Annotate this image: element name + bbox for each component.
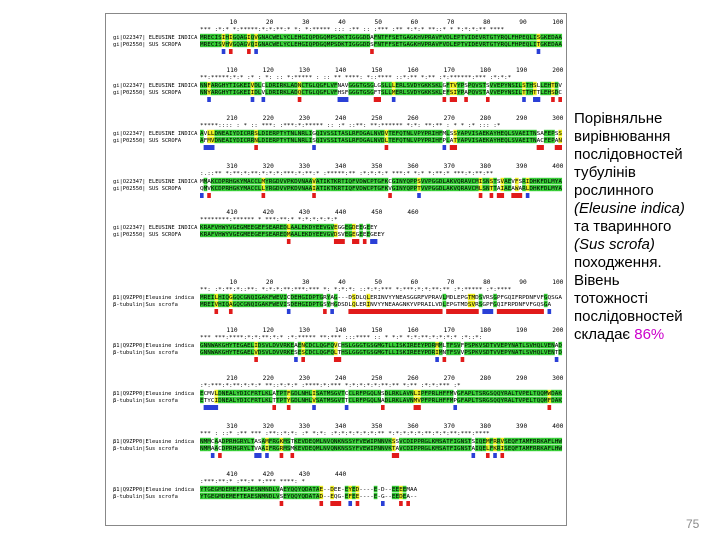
alpha-seq2-label: gi|P02550| SUS SCROFA [113,42,182,48]
caption-line: вирівнювання [574,128,671,145]
beta-seq2-row: ETYCIDNEALYDICFRTLKLTTPTYGDLNHLVSATMSGVTTCLRFPGQLNADLRKLAVNMVPFPRLHFFMPGFAPLTSRGSQQYRALTVPELTQQMFDAK [200,398,563,404]
alpha-ruler-number: 460 [407,209,419,216]
alpha-seq1-label: gi|O22347| ELEUSINE INDICA [113,225,198,231]
beta-difference-marker [497,309,544,314]
beta-difference-marker [493,453,497,458]
alpha-ruler-number: 120 [262,67,274,74]
beta-difference-marker [399,501,403,506]
beta-difference-marker [287,309,291,314]
beta-ruler-number: 250 [371,375,383,382]
page-number: 75 [686,517,700,531]
alpha-difference-marker [287,239,291,244]
alpha-ruler-number: 90 [519,19,527,26]
alpha-difference-marker [490,193,494,198]
beta-consensus-line: **: :*:**:*::**: *:*:*:**:***:*** *: *:*:*: ::*:*:*** *:***:*:*:**:** :*:***** :*:**** [200,287,512,293]
beta-difference-marker [218,453,222,458]
beta-seq2-row: NMMAACDPRHGRYLTVAAIFRGRMSMKEVDEQMLNVQNKNSSYFVEWIPNNVKTAVCDIPPRGLKMSATFIGNSTAIQELFKRISEQFTAMFRRKAFLHW [200,446,563,452]
alpha-difference-marker [312,193,316,198]
beta-ruler-number: 40 [338,279,346,286]
alpha-difference-marker [334,239,345,244]
alpha-ruler-number: 350 [371,163,383,170]
beta-ruler-number: 90 [519,279,527,286]
alpha-difference-marker [511,193,522,198]
beta-ruler-number: 320 [262,423,274,430]
beta-ruler-number: 360 [407,423,419,430]
beta-ruler-number: 380 [479,423,492,430]
alpha-difference-marker [312,145,316,150]
alpha-difference-marker [229,49,233,54]
beta-difference-marker [348,309,442,314]
beta-difference-marker [381,405,385,410]
beta-ruler-number: 200 [552,327,564,334]
beta-difference-marker [291,453,295,458]
beta-difference-marker [414,405,421,410]
beta-ruler-number: 370 [443,423,455,430]
beta-difference-marker [211,453,215,458]
beta-seq1-row: ECMVLDNEALYDICFRTLKLATPTFGDLNHLISATMSGVTCCLRFPGQLNSDLRKLAVNLIPFPRLHFFMVGFAPLTSRGSQQYRALTVPELTQQMWDAK [200,391,563,397]
alpha-difference-marker [374,97,381,102]
beta-difference-marker [272,405,276,410]
beta-seq2-row: YTGEGMDEMEFTEAESNMNDLVSEYQQYQDATAD--EQG-EFEE----E-G--EEDEA-- [200,494,418,500]
alpha-difference-marker [254,49,258,54]
alpha-difference-marker [247,49,251,54]
alpha-difference-marker [352,239,359,244]
beta-difference-marker [323,309,327,314]
caption-line: та тваринного [574,218,672,235]
beta-ruler-number: 100 [552,279,564,286]
beta-consensus-line: :***:**:* :**:* *:*** ****: * [200,479,305,485]
alpha-ruler-number: 420 [262,209,274,216]
alpha-difference-marker [443,145,447,150]
beta-difference-marker [265,453,269,458]
beta-ruler-number: 170 [443,327,455,334]
beta-ruler-number: 430 [298,471,311,478]
alpha-ruler-number: 410 [226,209,238,216]
caption-line-species-plant: (Eleusine indica) [574,200,685,217]
alpha-seq1-label: gi|O22347| ELEUSINE INDICA [113,83,198,89]
beta-difference-marker [254,453,261,458]
beta-ruler-number: 10 [229,279,238,286]
alpha-ruler-number: 180 [479,67,492,74]
beta-ruler-number: 120 [262,327,274,334]
alpha-seq2-label: gi|P02550| SUS SCROFA [113,90,182,96]
alpha-seq2-row: MRECISVHVGQAGVQIGNACWELYCLEHGIQPDGQMPSDKTIGGGDDSFNTFFSETGAGKHVPRAVFVDLEPTVIDEVRTGTYRQLFHPEQLITGKEDAA [200,42,563,48]
caption-line: послідовностей [574,308,683,325]
alpha-difference-marker [338,97,349,102]
beta-ruler-number: 260 [407,375,419,382]
alpha-ruler-number: 190 [516,67,528,74]
beta-ruler-number: 400 [552,423,564,430]
beta-seq2-label: β-tubulin|Sus scrofa [113,446,178,452]
alpha-ruler-number: 240 [335,115,347,122]
beta-seq2-label: β-tubulin|Sus scrofa [113,398,178,404]
alpha-ruler-number: 140 [335,67,347,74]
beta-seq1-label: β1|Q9ZPP0|Eleusine indica [113,343,195,349]
alpha-difference-marker [222,49,226,54]
beta-seq1-label: β1|Q9ZPP0|Eleusine indica [113,295,195,301]
alpha-difference-marker [450,97,457,102]
alpha-seq1-row: KRAFVHWYVGEGMEEGEFSEAREDLAALEKDYEEVGVEGGEGDEEGEEY [200,225,379,231]
identity-percent: 86% [634,326,665,343]
alpha-difference-marker [207,193,211,198]
alpha-ruler-number: 70 [446,19,455,26]
alpha-ruler-number: 150 [371,67,383,74]
alpha-ruler-number: 250 [371,115,383,122]
alpha-consensus-line: *** :*:* *:*****:*:*:**:* *: *:***** ::: :** :: :*** :** *:*:* **::* * *:*:*:** **** [200,27,505,33]
beta-ruler-number: 210 [226,375,238,382]
beta-difference-marker [555,357,559,362]
caption-line-species-animal: (Sus scrofa) [574,236,655,253]
alpha-ruler-number: 300 [552,115,564,122]
alpha-seq2-row: KRAFVHWYVGEGMEEGEFSEAREDMAALEKDYEEVGVDSVEGEGEEEGEEY [200,232,386,238]
caption-text [574,110,718,344]
beta-ruler-number: 80 [483,279,491,286]
beta-ruler-number: 280 [479,375,492,382]
alpha-difference-marker [537,145,544,150]
alpha-consensus-line: ********:****** * ***:**:* *:*:*:*:*:* [200,217,338,223]
beta-seq2-label: β-tubulin|Sus scrofa [113,494,178,500]
alpha-ruler-number: 280 [479,115,492,122]
alpha-difference-marker [392,97,396,102]
beta-consensus-line: *** ***:****:*:*:**:*:* :*:***** **:*** :::**** :: * *:* *:*:**:*:*:*:* :*::*: [200,335,483,341]
alpha-ruler-number: 50 [374,19,382,26]
alpha-difference-marker [207,97,211,102]
alpha-ruler-number: 60 [410,19,419,26]
alpha-ruler-number: 210 [226,115,238,122]
alpha-difference-marker [533,97,540,102]
alpha-difference-marker [555,145,562,150]
beta-ruler-number: 130 [298,327,311,334]
alpha-ruler-number: 170 [443,67,455,74]
beta-difference-marker [500,453,504,458]
beta-seq2-row: GNNWAKGHYTEGAELVDSVLDVVRKESESCDCLQGFQLTHSLGGGTGSGMGTLLISKIREEYPDRIMNTFSVVPSPKVSDTVVEPYNATLSVHQLVENTD [200,350,563,356]
beta-seq1-label: β1|Q9ZPP0|Eleusine indica [113,391,195,397]
beta-difference-marker [348,501,352,506]
alignment-figure [105,13,567,526]
beta-ruler-number: 240 [335,375,347,382]
alpha-difference-marker [551,97,555,102]
alpha-ruler-number: 80 [483,19,491,26]
alpha-difference-marker [450,145,457,150]
alpha-ruler-number: 360 [407,163,419,170]
alpha-seq1-label: gi|O22347| ELEUSINE INDICA [113,179,198,185]
beta-difference-marker [392,453,399,458]
beta-ruler-number: 150 [371,327,383,334]
beta-seq2-label: β-tubulin|Sus scrofa [113,302,178,308]
alpha-difference-marker [526,193,530,198]
alpha-ruler-number: 260 [407,115,419,122]
beta-difference-marker [334,357,341,362]
sequence-alignment-graphic [106,14,566,525]
beta-seq1-row: GNNWAKGHYTEGAELIDSVLDVVRKEAENCDCLQGFQVCHSLGGGTGSGMGTLLISKIREEYPDRMMLTFSVFPSPKVSDTVVEPYNATLSVHQLVENAD [200,343,563,349]
alpha-seq2-row: QMVKCDPRHGKYMACCLLYRGDVVPKDVNAAIATIKTKRTIQFVDWCPTGFKVGINYQPPTVVPGGDLAKVQRAVCMLSNTTAIAEAWARLDHKFDLMYA [200,186,563,192]
beta-ruler-number: 300 [552,375,564,382]
alpha-ruler-number: 380 [479,163,492,170]
beta-ruler-number: 70 [446,279,455,286]
beta-ruler-number: 30 [302,279,310,286]
alpha-difference-marker [262,193,266,198]
alpha-difference-marker [479,193,483,198]
alpha-ruler-number: 270 [443,115,455,122]
beta-difference-marker [406,501,410,506]
beta-difference-marker [345,405,349,410]
alpha-ruler-number: 430 [298,209,311,216]
alpha-difference-marker [251,97,255,102]
alpha-ruler-number: 440 [335,209,347,216]
beta-difference-marker [453,405,457,410]
beta-ruler-number: 390 [516,423,528,430]
alpha-seq2-row: AFMVDNEAIYDICRRNLDIERPTYTNLNRLISQIVSSITASLRFDGALNVDLTEFQTNLVPYPRIHFPLATYAPVISAEKAYHEQLSVAEITNACFEPAN [200,138,562,144]
beta-difference-marker [330,501,341,506]
alpha-difference-marker [254,145,258,150]
beta-seq1-row: YTGEGMDEMEFTEAESNMNDLVAEYQQYQDATAE--DEE-EYED----E-D--EEEEMAA [200,487,418,493]
alpha-ruler-number: 10 [229,19,238,26]
alpha-ruler-number: 100 [552,19,564,26]
beta-ruler-number: 140 [335,327,347,334]
beta-difference-marker [446,309,479,314]
alpha-ruler-number: 130 [298,67,311,74]
alpha-seq2-label: gi|P02550| SUS SCROFA [113,186,182,192]
beta-ruler-number: 350 [371,423,383,430]
alpha-difference-marker [558,97,562,102]
alpha-ruler-number: 110 [226,67,238,74]
beta-ruler-number: 60 [410,279,419,286]
caption-line: тотожності [574,290,648,307]
beta-ruler-number: 410 [226,471,238,478]
alpha-consensus-line: :.::** *:**:*:**:*:*:*:***:*:**:* :*****:** :*:*:*:* ***:* *:* *:**:* ***:*:**:** [200,171,494,177]
caption-line: рослинного [574,182,654,199]
alpha-seq1-row: MRECISIHIGQAGIQVGNACWELYCLEHGIQPDGQMPSDKTIGGGDDAFNTFFSETGAGKHVPRAVFVDLEPTVIDEVRTGTYRQLFHPEQLISGKEDAA [200,35,563,41]
alpha-ruler-number: 160 [407,67,419,74]
alpha-ruler-number: 40 [338,19,346,26]
caption-line: Порівняльне [574,110,663,127]
beta-difference-marker [214,309,218,314]
beta-ruler-number: 220 [262,375,274,382]
beta-difference-marker [548,405,552,410]
alpha-difference-marker [537,49,541,54]
alpha-seq2-label: gi|P02550| SUS SCROFA [113,138,182,144]
alpha-ruler-number: 340 [335,163,347,170]
beta-difference-marker [435,357,439,362]
alpha-difference-marker [262,97,266,102]
alpha-seq1-row: NNFARGHYTIGKEIVDLCLDRIRKLADNCTGLQGFLVFNAVGGGTGSGLGSLLLERLSVDYGKKSKLGFTVYPSPQVSTSVVEPYNSILSTHSLLEHTDV [200,83,563,89]
beta-seq2-label: β-tubulin|Sus scrofa [113,350,178,356]
alpha-seq1-label: gi|O22347| ELEUSINE INDICA [113,131,198,137]
beta-difference-marker [312,405,316,410]
beta-difference-marker [280,453,284,458]
beta-ruler-number: 20 [265,279,274,286]
caption-line-last [574,326,718,344]
beta-ruler-number: 420 [262,471,274,478]
caption-line: тубулінів [574,164,636,181]
beta-seq2-row: MREIVHIQAGQCGNQIGAKFWEVISDEHGIDPTGSYHGDSDLQLERINVYYNEAAGNKYVPRAILVDLEPGTMDSVRSGPFGQIFRPDNFVFGQSGA [200,302,552,308]
alpha-ruler-number: 370 [443,163,455,170]
caption-line: походження. [574,254,662,271]
beta-ruler-number: 230 [298,375,311,382]
alpha-ruler-number: 200 [552,67,564,74]
alpha-difference-marker [204,145,215,150]
alpha-ruler-number: 450 [371,209,383,216]
alpha-ruler-number: 230 [298,115,311,122]
beta-ruler-number: 270 [443,375,455,382]
alpha-difference-marker [363,239,367,244]
beta-seq1-label: β1|Q9ZPP0|Eleusine indica [113,487,195,493]
beta-ruler-number: 190 [516,327,528,334]
beta-ruler-number: 290 [516,375,528,382]
beta-difference-marker [482,309,493,314]
alpha-ruler-number: 400 [552,163,564,170]
beta-consensus-line: *** : ::* :** *** :**::*:*: :* *:*: :*:*:*:*:*:*:** *:*:*:*:*:**:*:*:**:***:**** [200,431,490,437]
alpha-seq1-row: AVLLDNEAIYDICRRSLDIERPTYTNLNRLIGQIVSSITASLRFDGALNVDVTEFQTNLVPYPRIHFMLSSYAPVISAEKAYHEQLSVAEITNSAFEPSS [200,131,562,137]
beta-difference-marker [472,453,476,458]
beta-ruler-number: 180 [479,327,492,334]
beta-difference-marker [254,357,258,362]
beta-difference-marker [319,501,323,506]
alpha-consensus-line: **:*****:*:* :* : *: :: *:***** : :: ** ****: *::**** ::*:** *:** :*:******:*** :*:*:* [200,75,512,81]
alpha-difference-marker [370,239,377,244]
beta-ruler-number: 50 [374,279,382,286]
alpha-ruler-number: 290 [516,115,528,122]
caption-last-prefix: складає [574,326,635,343]
alpha-difference-marker [298,97,302,102]
alpha-ruler-number: 330 [298,163,311,170]
alpha-difference-marker [486,97,490,102]
alpha-difference-marker [388,193,392,198]
alpha-seq1-label: gi|O22347| ELEUSINE INDICA [113,35,198,41]
alpha-ruler-number: 320 [262,163,274,170]
beta-ruler-number: 110 [226,327,238,334]
beta-seq1-label: β1|Q9ZPP0|Eleusine indica [113,439,195,445]
alpha-ruler-number: 390 [516,163,528,170]
beta-ruler-number: 310 [226,423,238,430]
beta-ruler-number: 160 [407,327,419,334]
alpha-difference-marker [522,97,526,102]
beta-difference-marker [280,501,284,506]
beta-difference-marker [461,357,465,362]
alpha-ruler-number: 310 [226,163,238,170]
alpha-seq2-label: gi|P02550| SUS SCROFA [113,232,182,238]
beta-difference-marker [443,357,447,362]
beta-difference-marker [330,309,334,314]
beta-difference-marker [287,405,291,410]
caption-line: Вівень [574,272,620,289]
beta-ruler-number: 330 [298,423,311,430]
beta-seq1-row: NMMCAADPRHGRYLTASAMFRGKMSTKEVDEQMLNVQNKNSSYFVEWIPNNVKSSVCDIPPRGLKMSATFIGNSTSIQEMFRRVSEQFTAMFRRKAFLHW [200,439,563,445]
alpha-ruler-number: 220 [262,115,274,122]
alpha-difference-marker [370,49,374,54]
beta-difference-marker [381,501,385,506]
alpha-seq1-row: MMAKCDPRHGKYMACCLMYRGDVVPKDVNAAVATIKTKRTIQFVDWCPTGFKCGINYQPPSVVPGGDLAKVQRAVCMISNSTSVAEVFSRIDHKFDLMYA [200,179,563,185]
beta-consensus-line: :*:***:*:**:*:*:* **::*:*:* :****:*:*** *:*:*:*:*:**:** *:** :*:*:*** :* [200,383,461,389]
alpha-difference-marker [417,193,421,198]
alpha-difference-marker [464,97,468,102]
alpha-ruler-number: 30 [302,19,310,26]
beta-seq1-row: MREILHIQGGQCGNQIGAKFWEVICDEHGIDPTGRYAG---DSDLQLERINVYYNEASGGRFVPRAVLMDLEPGTMDSVRSGPFGQIFRPDNFVFGQSGA [200,295,563,301]
beta-ruler-number: 440 [335,471,347,478]
beta-difference-marker [486,453,490,458]
alpha-ruler-number: 20 [265,19,274,26]
alpha-difference-marker [497,193,504,198]
beta-difference-marker [294,357,298,362]
beta-difference-marker [204,405,218,410]
alpha-consensus-line: *****:::: : * :: ***: :***:*:***** :: :* ::**: **:****** *:*: **:** : * * :* ::: :* [200,123,501,129]
alpha-seq2-row: NNYARGHYTIGKEIIDLVLDRIRKLADQCTGLQGFLVFHSFGGGTGSGFTSLLMERLSVDYGKKSKLEFSIYPAPQVSTAVVEPYNSILTTHTTLEHSDC [200,90,562,96]
alpha-difference-marker [385,145,389,150]
beta-difference-marker [356,501,360,506]
alpha-difference-marker [443,97,447,102]
alpha-difference-marker [200,193,204,198]
caption-line: послідовностей [574,146,683,163]
beta-difference-marker [229,309,233,314]
beta-difference-marker [301,357,305,362]
beta-ruler-number: 340 [335,423,347,430]
beta-difference-marker [548,309,552,314]
